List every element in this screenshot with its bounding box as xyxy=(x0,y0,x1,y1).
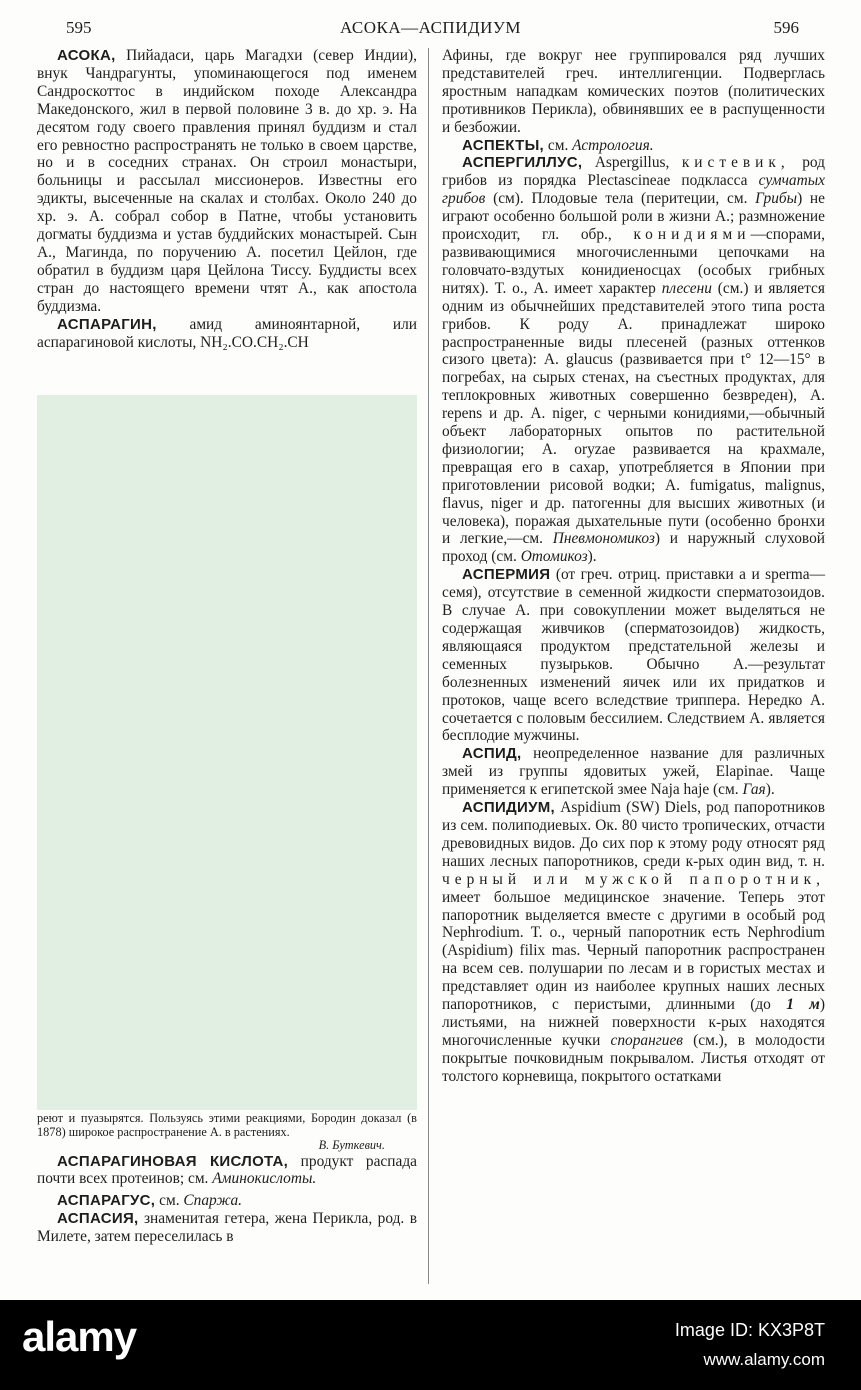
entry-text: имеет большое медицинское значение. Теперь этот папоротник выделяется вместе с другими в особый род Nephrodium. Т. о., черный папоротник есть Nephrodium (Aspidium) filix mas. Черный папоротник распространен на всем сев. полушарии по лесам и в гористых местах и представляет один из наиболее крупных наших лесных папоротников, с перистыми, длинными (до xyxy=(442,888,825,1014)
alamy-logo: alamy xyxy=(22,1313,137,1360)
cross-reference: Отомикоз xyxy=(520,548,588,566)
column-divider xyxy=(428,48,429,1284)
entry-text: амид аминоянтарной, или аспарагиновой кислоты, NH₂.CO.CH₂.CH xyxy=(37,315,417,351)
latin-name: Aspergillus, xyxy=(594,154,670,172)
left-column-lower xyxy=(37,1112,417,1246)
aspasiya-continuation: Афины, где вокруг нее группировался ряд лучших представителей греч. интеллигенции. Подверглась яростным нападкам комических поэтов (политических противников Перикла), обвинявших ее в распущенности и безбожии. xyxy=(442,47,825,136)
headword-asoka: АСОКА, xyxy=(57,47,116,64)
cross-reference: плесени xyxy=(661,279,712,297)
entry-text: Пийадаси, царь Магадхи (север Индии), внук Чандрагунты, упоминающегося под именем Сандроскоттос в индийском походе Александра Македонского, жил в первой половине 3 в. до хр. э. На десятом году своего правления принял буддизм и стал его ревностно распространять не только в своем царстве, но и в соседних странах. Он строил монастыри, больницы и рассылал миссионеров. Известны его эдикты, высеченные на скалах и столбах. Около 240 до хр. э. А. собрал собор в Патне, чтобы установить догматы буддизма и устав буддийских монастырей. Сын А., Магинда, по поручению А. посетил Цейлон, где обратил в буддизм царя Цейлона Тиссу. Буддисты всех стран до настоящего времени чтят А., как апостола буддизма. xyxy=(37,47,417,315)
entry-text: род грибов из порядка Plectascineae подкласса xyxy=(442,154,825,190)
entry-aspasiya xyxy=(37,1210,417,1246)
entry-asparaginovaya xyxy=(37,1153,417,1189)
entry-asparagus xyxy=(37,1192,417,1210)
image-id: Image ID: KX3P8T xyxy=(674,1320,825,1340)
entry-text: ). xyxy=(765,781,775,799)
entry-aspid xyxy=(442,745,825,799)
cross-reference: спорангиев xyxy=(610,1031,683,1049)
entry-text: продукт распада почти всех протеинов; см. xyxy=(37,1152,417,1188)
size-value: 1 м xyxy=(786,996,820,1014)
entry-text: ) не играют особенно большой роли в жизни А.; размножение происходит, гл. обр., xyxy=(442,190,825,244)
entry-text: —спорами, развивающимися многочисленными цепочками на головчато-вздутых конидиеносцах (особых грибных нитях). Т. о., А. имеет характер xyxy=(442,226,825,297)
headword-aspidium: АСПИДИУМ, xyxy=(462,799,556,817)
cross-reference: Грибы xyxy=(755,190,798,208)
headword-asparaginovaya: АСПАРАГИНОВАЯ КИСЛОТА, xyxy=(57,1152,289,1170)
entry-aspermiya xyxy=(442,566,825,745)
page-title: АСОКА—АСПИДИУМ xyxy=(339,18,521,37)
entry-text: Aspidium (SW) Diels, род папоротников из сем. полиподиевых. Ок. 80 чисто тропических, отчасти древовидных видов. До сих пор к этому роду относят ряд наших лесных папоротников, среди к-рых один вид, т. н. xyxy=(442,799,825,870)
headword-aspergillus: АСПЕРГИЛЛУС, xyxy=(462,154,583,172)
running-header xyxy=(0,18,861,42)
spaced-term: кистевик, xyxy=(681,154,790,172)
entry-asoka xyxy=(37,47,417,316)
entry-text: (см.) и является одним из обычнейших представителей этого типа роста грибов. К роду А. принадлежат широко распространенные виды плесеней (разных оттенков сизого цвета): A. glaucus (развивается при t° 12—15° в погребах, на сырых стенах, на съестных продуктах, для теплокровных животных совершенно безвреден), A. repens и др. A. niger, с черными конидиями,—обычный объект лабораторных опытов по растительной физиологии; A. oryzae развивается на крахмале, превращая его в сахар, употребляется в Японии при приготовлении рисовой водки; A. fumigatus, malignus, flavus, niger и др. патогенны для высших животных (и человека), поражая дыхательные пути (особенно бронхи и легкие,—см. xyxy=(442,279,825,548)
entry-text: неопределенное название для различных змей из группы ядовитых ужей, Elapinae. Чаще применяется к египетской змее Naja haje (см. xyxy=(442,745,825,799)
entry-text: (от греч. отриц. приставки a и sperma—семя), отсутствие в семенной жидкости сперматозоидов. В случае А. при совокуплении может выделяться не содержащая живчиков (сперматозоидов) жидкость, являющаяся продуктом предстательной железы и семенных пузырьков. Обычно А.—результат болезненных изменений яичек или их придатков и протоков, чаще всего вследствие триппера. Нередко А. сочетается с половым бессилием. Следствием А. является бесплодие мужчины. xyxy=(442,566,825,745)
cross-reference: сумчатых грибов xyxy=(442,172,825,208)
cross-reference: Аминокислоты. xyxy=(212,1170,317,1188)
entry-text: ) листьями, на нижней поверхности к-рых находятся многочисленные кучки xyxy=(442,996,825,1049)
page-number-right: 596 xyxy=(773,18,799,37)
entry-text: см. xyxy=(547,136,569,154)
spaced-term: черный или мужской папоротник, xyxy=(442,870,825,888)
headword-asparagus: АСПАРАГУС, xyxy=(57,1192,156,1210)
entry-text: ) и наружный слуховой проход (см. xyxy=(442,530,825,566)
site-url[interactable]: www.alamy.com xyxy=(703,1350,825,1369)
entry-aspekty xyxy=(442,137,825,155)
spaced-term: конидиями xyxy=(633,226,751,244)
headword-aspid: АСПИД, xyxy=(462,745,522,763)
entry-text: ). xyxy=(587,548,597,566)
entry-asparagin xyxy=(37,316,417,352)
entry-text: знаменитая гетера, жена Перикла, род. в Милете, затем переселилась в xyxy=(37,1210,417,1246)
page-number-left: 595 xyxy=(66,18,92,37)
author-signature: В. Буткевич. xyxy=(318,1138,385,1152)
cross-reference: Пневмономикоз xyxy=(552,530,655,548)
entry-text: (см.), в молодости покрытые почковидным покрывалом. Листья отходят от толстого корневища, покрытого остатками xyxy=(442,1031,825,1085)
cross-reference: Астрология. xyxy=(572,136,654,154)
asparagin-continuation: реют и пуазырятся. Пользуясь этими реакциями, Бородин доказал (в 1878) широкое распространение А. в растениях. xyxy=(37,1111,417,1139)
headword-aspasiya: АСПАСИЯ, xyxy=(57,1210,139,1228)
entry-aspidium xyxy=(442,799,825,1086)
illustration-plate xyxy=(37,395,417,1110)
right-column xyxy=(442,47,825,1086)
headword-aspermiya: АСПЕРМИЯ xyxy=(462,566,551,584)
cross-reference: Гая xyxy=(742,781,766,799)
left-column xyxy=(37,47,417,351)
headword-aspekty: АСПЕКТЫ, xyxy=(462,136,545,154)
entry-aspergillus xyxy=(442,154,825,566)
entry-text: см. xyxy=(159,1192,180,1210)
entry-text: (см). Плодовые тела (перитеции, см. xyxy=(493,190,748,208)
headword-asparagin: АСПАРАГИН, xyxy=(57,315,157,333)
cross-reference: Спаржа. xyxy=(183,1192,243,1210)
